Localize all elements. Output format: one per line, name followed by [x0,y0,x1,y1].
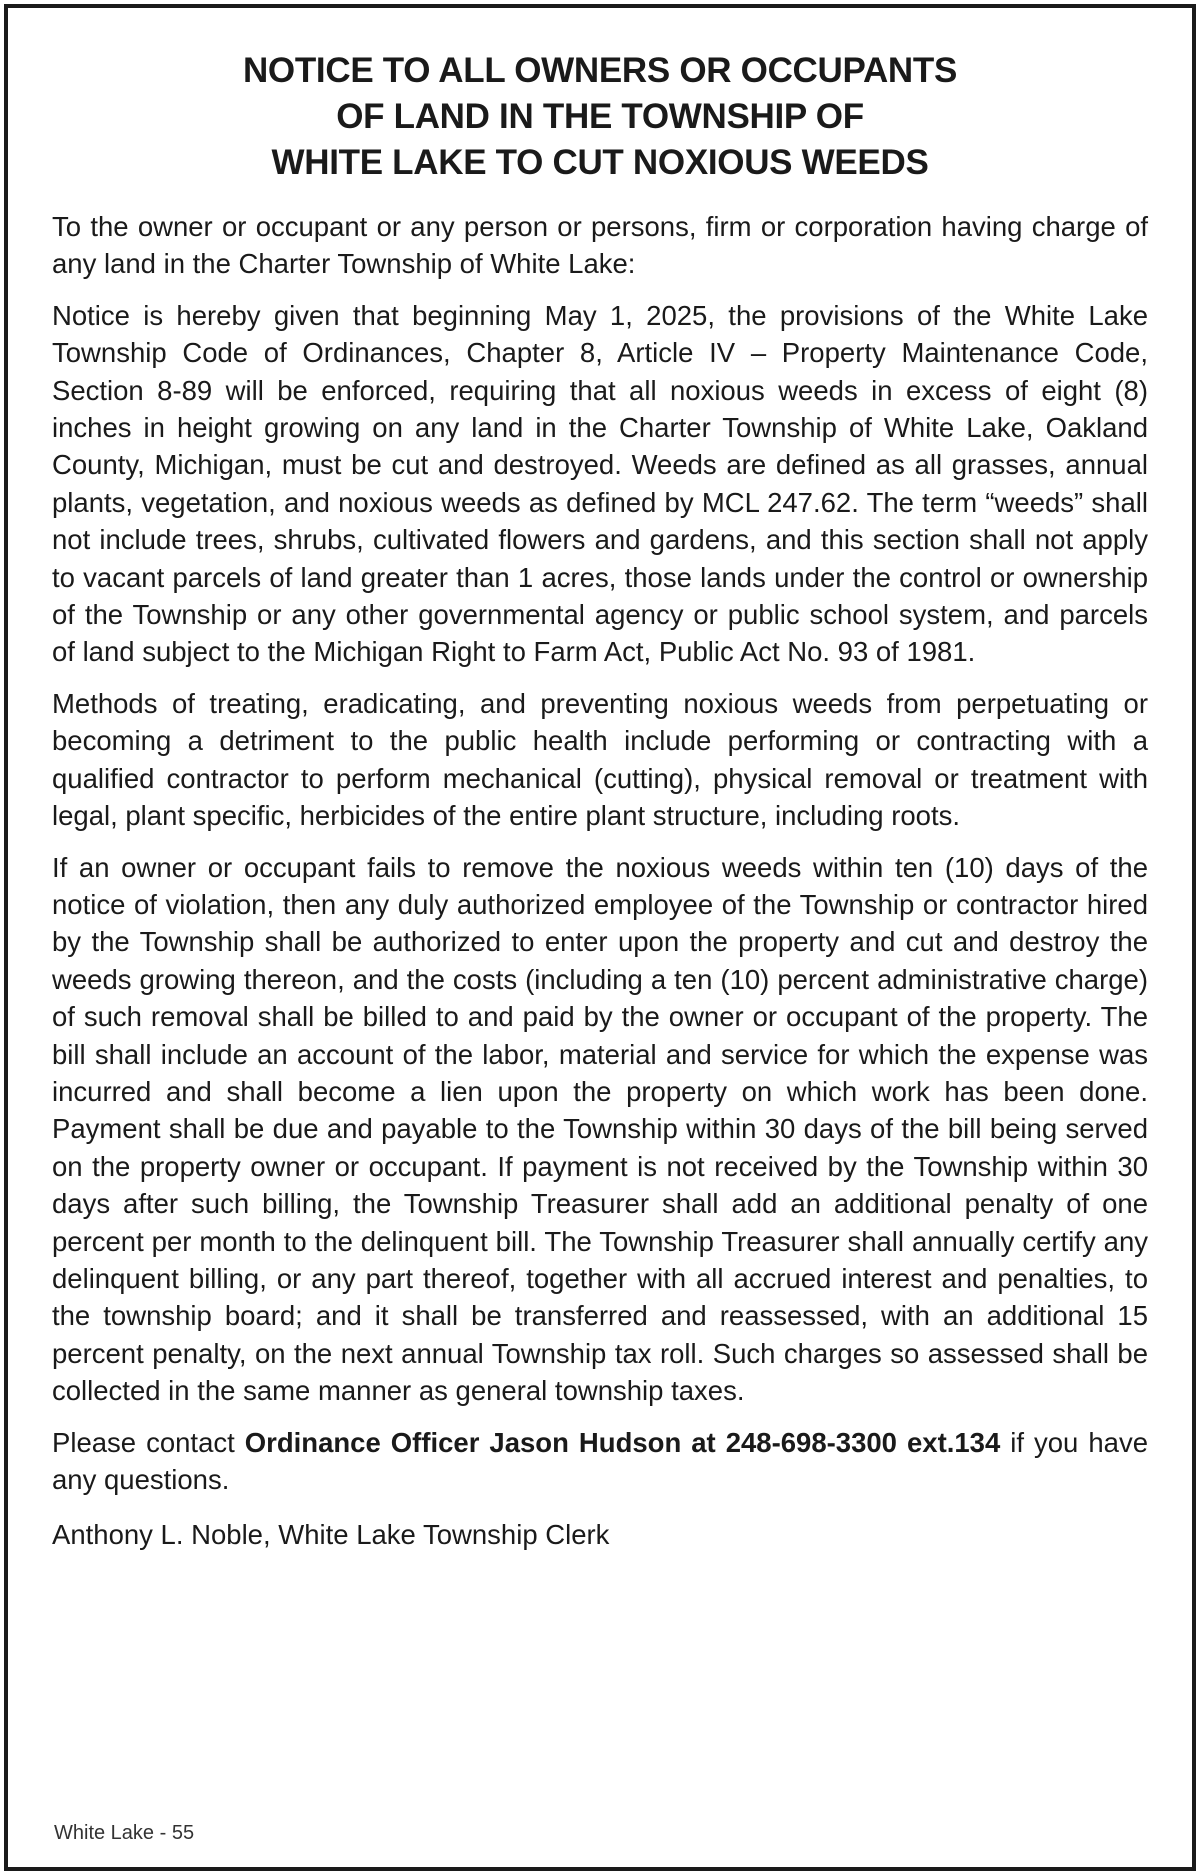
enforcement-paragraph: If an owner or occupant fails to remove the noxious weeds within ten (10) days of the notice of violation, then any duly authorized employee of the Township or contractor hired by the Township shall be authorized to enter upon the property and cut and destroy the weeds growing thereon, and the costs (including a ten (10) percent administrative charge) of such removal shall be billed to and paid by the owner or occupant of the property. The bill shall include an account of the labor, material and service for which the expense was incurred and shall become a lien upon the property on which work has been done. Payment shall be due and payable to the Township within 30 days of the bill being served on the property owner or occupant. If payment is not received by the Township within 30 days after such billing, the Township Treasurer shall add an additional penalty of one percent per month to the delinquent bill. The Township Treasurer shall annually certify any delinquent billing, or any part thereof, together with all accrued interest and penalties, to the township board; and it shall be transferred and reassessed, with an additional 15 percent penalty, on the next annual Township tax roll. Such charges so assessed shall be collected in the same manner as general township taxes. [52,851,1148,1407]
notice-paragraph: Notice is hereby given that beginning May 1, 2025, the provisions of the White Lake Township Code of Ordinances, Chapter 8, Article IV – Property Maintenance Code, Section 8-89 will be enforced, requiring that all noxious weeds in excess of eight (8) inches in height growing on any land in the Charter Township of White Lake, Oakland County, Michigan, must be cut and destroyed. Weeds are defined as all grasses, annual plants, vegetation, and noxious weeds as defined by MCL 247.62. The term “weeds” shall not include trees, shrubs, cultivated flowers and gardens, and this section shall not apply to vacant parcels of land greater than 1 acres, those lands under the control or ownership of the Township or any other governmental agency or public school system, and parcels of land subject to the Michigan Right to Farm Act, Public Act No. 93 of 1981. [52,299,1148,668]
clerk-signature: Anthony L. Noble, White Lake Township Clerk [52,1519,610,1551]
contact-paragraph [52,1424,1148,1499]
notice-title [8,48,1192,186]
contact-officer: Ordinance Officer Jason Hudson at 248-698-3300 ext.134 [244,1426,1001,1458]
title-line-2: OF LAND IN THE TOWNSHIP OF [336,97,864,136]
methods-paragraph: Methods of treating, eradicating, and preventing noxious weeds from perpetuating or becoming a detriment to the public health include performing or contracting with a qualified contractor to perform mechanical (cutting), physical removal or treatment with legal, plant specific, herbicides of the entire plant structure, including roots. [52,687,1148,832]
page-footer: White Lake - 55 [54,1822,195,1844]
contact-suffix: if you have any questions. [52,1426,1148,1495]
notice-body [52,208,1148,1568]
public-notice [4,4,1196,1871]
intro-paragraph: To the owner or occupant or any person or persons, firm or corporation having charge of any land in the Charter Township of White Lake: [52,211,1148,280]
contact-prefix: Please contact [52,1426,245,1458]
title-line-1: NOTICE TO ALL OWNERS OR OCCUPANTS [242,51,958,90]
title-line-3: WHITE LAKE TO CUT NOXIOUS WEEDS [271,143,929,182]
